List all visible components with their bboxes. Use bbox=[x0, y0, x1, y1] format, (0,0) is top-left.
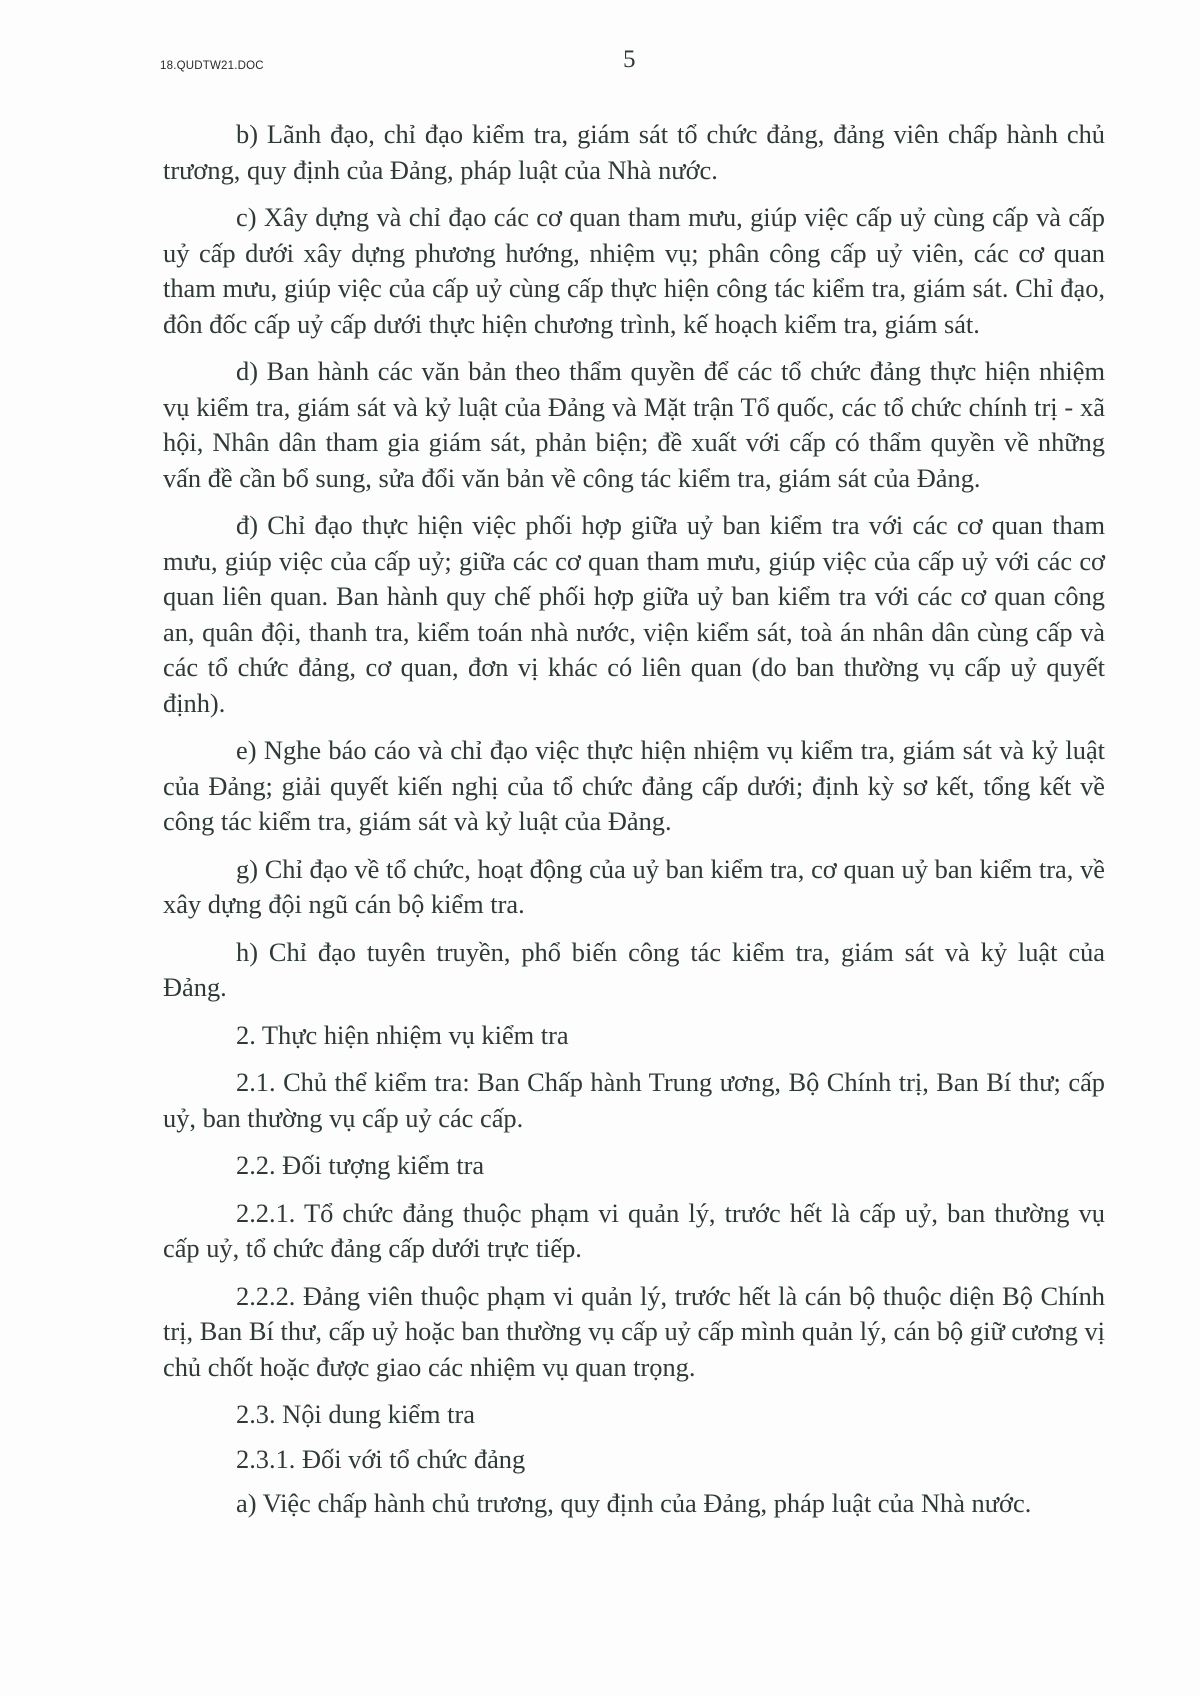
paragraph-2-2-2: 2.2.2. Đảng viên thuộc phạm vi quản lý, trước hết là cán bộ thuộc diện Bộ Chính trị, Ban Bí thư, cấp uỷ hoặc ban thường vụ cấp uỷ cấp mình quản lý, cán bộ giữ cương vị chủ chốt hoặc được giao các nhiệm vụ quan trọng. bbox=[163, 1280, 1105, 1382]
paragraph-a: a) Việc chấp hành chủ trương, quy định của Đảng, pháp luật của Nhà nước. bbox=[236, 1488, 1032, 1518]
paragraph-d: d) Ban hành các văn bản theo thẩm quyền để các tổ chức đảng thực hiện nhiệm vụ kiểm tra, giám sát và kỷ luật của Đảng và Mặt trận Tổ quốc, các tổ chức chính trị - xã hội, Nhân dân tham gia giám sát, phản biện; đề xuất với cấp có thẩm quyền về những vấn đề cần bổ sung, sửa đổi văn bản về công tác kiểm tra, giám sát của Đảng. bbox=[163, 356, 1105, 493]
paragraph-dd: đ) Chỉ đạo thực hiện việc phối hợp giữa uỷ ban kiểm tra với các cơ quan tham mưu, giúp việc của cấp uỷ; giữa các cơ quan tham mưu, giúp việc của cấp uỷ với các cơ quan liên quan. Ban hành quy chế phối hợp giữa uỷ ban kiểm tra với các cơ quan công an, quân đội, thanh tra, kiểm toán nhà nước, viện kiểm sát, toà án nhân dân cùng cấp và các tổ chức đảng, cơ quan, đơn vị khác có liên quan (do ban thường vụ cấp uỷ quyết định). bbox=[163, 510, 1105, 718]
page-number: 5 bbox=[623, 46, 636, 73]
document-body bbox=[163, 117, 1105, 1534]
section-heading-2-3: 2.3. Nội dung kiểm tra bbox=[236, 1399, 475, 1429]
section-heading-2-2: 2.2. Đối tượng kiểm tra bbox=[236, 1150, 485, 1180]
section-heading-2: 2. Thực hiện nhiệm vụ kiểm tra bbox=[236, 1019, 569, 1050]
section-heading-2-3-1: 2.3.1. Đối với tổ chức đảng bbox=[236, 1443, 526, 1474]
paragraph-g: g) Chỉ đạo về tổ chức, hoạt động của uỷ ban kiểm tra, cơ quan uỷ ban kiểm tra, về xây dựng đội ngũ cán bộ kiểm tra. bbox=[163, 853, 1105, 919]
paragraph-c: c) Xây dựng và chỉ đạo các cơ quan tham mưu, giúp việc cấp uỷ cùng cấp và cấp uỷ cấp dưới xây dựng phương hướng, nhiệm vụ; phân công cấp uỷ viên, các cơ quan tham mưu, giúp việc của cấp uỷ cùng cấp thực hiện công tác kiểm tra, giám sát. Chỉ đạo, đôn đốc cấp uỷ cấp dưới thực hiện chương trình, kế hoạch kiểm tra, giám sát. bbox=[163, 202, 1105, 339]
file-name-label: 18.QUDTW21.DOC bbox=[160, 60, 264, 72]
paragraph-2-1: 2.1. Chủ thể kiểm tra: Ban Chấp hành Trung ương, Bộ Chính trị, Ban Bí thư; cấp uỷ, ban thường vụ cấp uỷ các cấp. bbox=[163, 1067, 1105, 1133]
paragraph-b: b) Lãnh đạo, chỉ đạo kiểm tra, giám sát tổ chức đảng, đảng viên chấp hành chủ trương, quy định của Đảng, pháp luật của Nhà nước. bbox=[163, 119, 1105, 185]
paragraph-e: e) Nghe báo cáo và chỉ đạo việc thực hiện nhiệm vụ kiểm tra, giám sát và kỷ luật của Đảng; giải quyết kiến nghị của tổ chức đảng cấp dưới; định kỳ sơ kết, tổng kết về công tác kiểm tra, giám sát và kỷ luật của Đảng. bbox=[163, 735, 1105, 836]
paragraph-2-2-1: 2.2.1. Tổ chức đảng thuộc phạm vi quản lý, trước hết là cấp uỷ, ban thường vụ cấp uỷ, tổ chức đảng cấp dưới trực tiếp. bbox=[163, 1197, 1105, 1263]
paragraph-h: h) Chỉ đạo tuyên truyền, phổ biến công tác kiểm tra, giám sát và kỷ luật của Đảng. bbox=[163, 936, 1105, 1002]
